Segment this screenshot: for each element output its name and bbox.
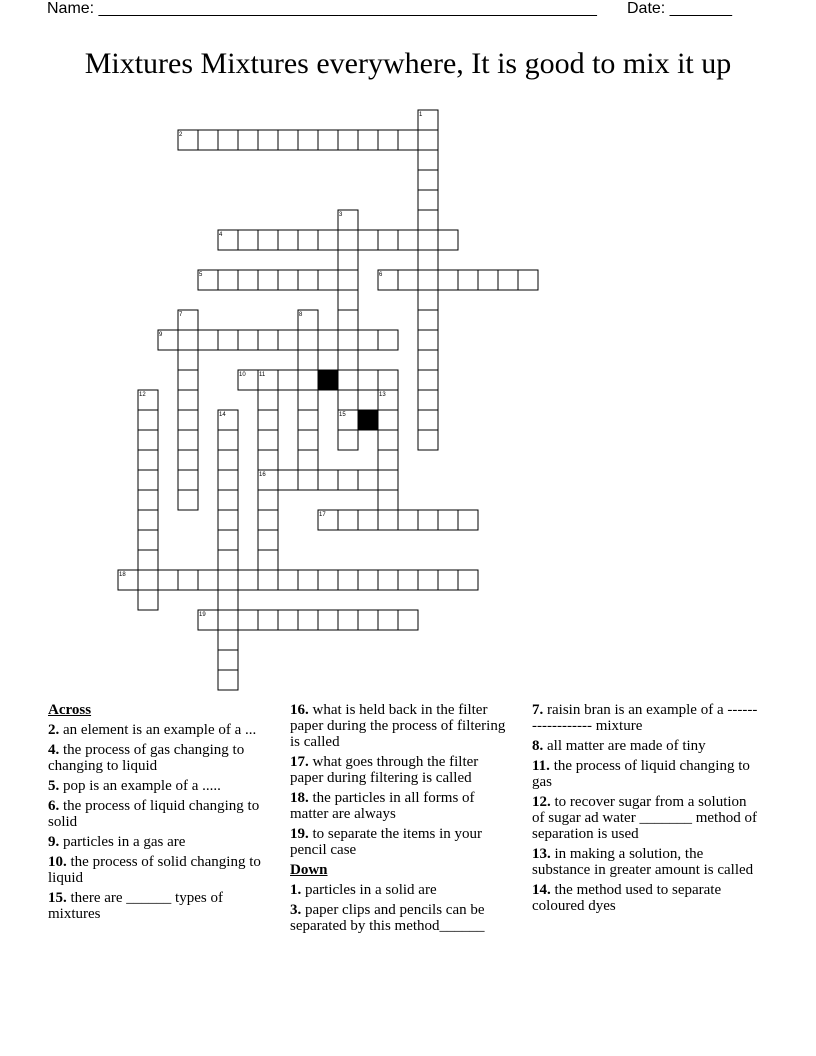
grid-cell[interactable] <box>278 230 298 250</box>
clue-number-label: 1. <box>290 882 302 898</box>
grid-cell[interactable] <box>358 370 378 390</box>
date-field-label: Date: _______ <box>627 0 732 17</box>
clue-text: the process of solid changing to liquid <box>48 854 261 886</box>
grid-cell[interactable] <box>218 630 238 650</box>
clue-text: the method used to separate coloured dyes <box>532 882 722 914</box>
clue-number: 18 <box>119 572 126 578</box>
clue-across-19 <box>290 826 515 858</box>
grid-cell[interactable] <box>258 570 278 590</box>
grid-cell[interactable] <box>478 270 498 290</box>
grid-cell[interactable] <box>338 330 358 350</box>
grid-cell[interactable] <box>138 570 158 590</box>
clue-text: what goes through the filter paper during filtering is called <box>290 754 479 786</box>
grid-cell[interactable] <box>358 130 378 150</box>
grid-cell[interactable] <box>418 370 438 390</box>
clue-number: 14 <box>219 412 226 418</box>
grid-cell[interactable] <box>298 130 318 150</box>
grid-cell[interactable] <box>218 570 238 590</box>
clue-number-label: 17. <box>290 754 309 770</box>
clue-number: 15 <box>339 412 346 418</box>
clue-number-label: 18. <box>290 790 309 806</box>
grid-cell[interactable] <box>278 130 298 150</box>
grid-cell[interactable] <box>418 210 438 230</box>
grid-cell[interactable] <box>318 270 338 290</box>
page-title: Mixtures Mixtures everywhere, It is good to mix it up <box>84 47 732 80</box>
clue-number: 16 <box>259 472 266 478</box>
grid-cell[interactable] <box>198 570 218 590</box>
grid-cell[interactable] <box>338 370 358 390</box>
clue-across-17 <box>290 754 515 786</box>
clue-text: all matter are made of tiny <box>543 738 706 754</box>
clue-number-label: 15. <box>48 890 67 906</box>
grid-cell[interactable] <box>418 410 438 430</box>
grid-cell[interactable] <box>358 330 378 350</box>
grid-cell[interactable] <box>378 470 398 490</box>
grid-cell[interactable] <box>138 470 158 490</box>
grid-cell[interactable] <box>378 490 398 510</box>
grid-cell[interactable] <box>258 390 278 410</box>
grid-cell[interactable] <box>398 510 418 530</box>
grid-cell[interactable] <box>218 530 238 550</box>
clue-across-5 <box>48 778 273 794</box>
grid-cell[interactable] <box>298 370 318 390</box>
grid-cell[interactable] <box>238 570 258 590</box>
clues-column-3 <box>532 702 762 918</box>
clue-down-11 <box>532 758 762 790</box>
grid-cell[interactable] <box>138 430 158 450</box>
grid-cell[interactable] <box>198 130 218 150</box>
grid-cell[interactable] <box>298 570 318 590</box>
grid-cell[interactable] <box>418 330 438 350</box>
clue-number-label: 5. <box>48 778 60 794</box>
grid-cell[interactable] <box>398 230 418 250</box>
grid-cell[interactable] <box>218 650 238 670</box>
grid-cell[interactable] <box>418 190 438 210</box>
grid-cell[interactable] <box>138 510 158 530</box>
clue-number-label: 13. <box>532 846 551 862</box>
black-cell <box>318 370 338 390</box>
clue-number: 10 <box>239 372 246 378</box>
clue-text: there are ______ types of mixtures <box>48 890 223 922</box>
clue-text: the particles in all forms of matter are always <box>290 790 475 822</box>
clue-text: raisin bran is an example of a ------------------ mixture <box>532 702 758 734</box>
grid-cell[interactable] <box>418 250 438 270</box>
grid-cell[interactable] <box>178 330 198 350</box>
grid-cell[interactable] <box>298 450 318 470</box>
grid-cell[interactable] <box>378 570 398 590</box>
grid-cell[interactable] <box>338 130 358 150</box>
clue-text: an element is an example of a ... <box>59 722 257 738</box>
grid-cell[interactable] <box>298 610 318 630</box>
grid-cell[interactable] <box>218 590 238 610</box>
grid-cell[interactable] <box>398 570 418 590</box>
grid-cell[interactable] <box>418 130 438 150</box>
clue-down-14 <box>532 882 762 914</box>
clue-number-label: 8. <box>532 738 544 754</box>
grid-cell[interactable] <box>218 490 238 510</box>
grid-cell[interactable] <box>318 570 338 590</box>
clue-number: 11 <box>259 372 266 378</box>
grid-cell[interactable] <box>298 270 318 290</box>
grid-cell[interactable] <box>458 510 478 530</box>
grid-cell[interactable] <box>298 390 318 410</box>
grid-cell[interactable] <box>218 510 238 530</box>
clue-down-7 <box>532 702 762 734</box>
grid-cell[interactable] <box>418 390 438 410</box>
grid-cell[interactable] <box>258 610 278 630</box>
grid-cell[interactable] <box>278 370 298 390</box>
grid-cell[interactable] <box>298 350 318 370</box>
grid-cell[interactable] <box>298 230 318 250</box>
grid-cell[interactable] <box>138 550 158 570</box>
grid-cell[interactable] <box>258 490 278 510</box>
grid-cell[interactable] <box>178 430 198 450</box>
grid-cell[interactable] <box>358 470 378 490</box>
clue-text: pop is an example of a ..... <box>59 778 221 794</box>
grid-cell[interactable] <box>418 270 438 290</box>
grid-cell[interactable] <box>258 410 278 430</box>
clue-number: 6 <box>379 272 383 278</box>
grid-cell[interactable] <box>258 450 278 470</box>
clue-number-label: 9. <box>48 834 60 850</box>
grid-cell[interactable] <box>138 490 158 510</box>
grid-cell[interactable] <box>338 510 358 530</box>
clues-column-1 <box>48 702 273 926</box>
grid-cell[interactable] <box>378 230 398 250</box>
grid-cell[interactable] <box>238 130 258 150</box>
grid-cell[interactable] <box>298 410 318 430</box>
grid-cell[interactable] <box>458 270 478 290</box>
grid-cell[interactable] <box>258 130 278 150</box>
grid-cell[interactable] <box>318 610 338 630</box>
grid-cell[interactable] <box>378 410 398 430</box>
grid-cell[interactable] <box>178 570 198 590</box>
grid-cell[interactable] <box>298 330 318 350</box>
grid-cell[interactable] <box>358 570 378 590</box>
grid-cell[interactable] <box>178 490 198 510</box>
grid-cell[interactable] <box>238 270 258 290</box>
clue-text: to recover sugar from a solution of sugar ad water _______ method of separation is used <box>532 794 757 842</box>
clue-number: 7 <box>179 312 183 318</box>
clue-number-label: 19. <box>290 826 309 842</box>
across-clue-list-continued <box>290 702 515 858</box>
grid-cell[interactable] <box>438 230 458 250</box>
clue-text: particles in a gas are <box>59 834 186 850</box>
clue-number-label: 10. <box>48 854 67 870</box>
grid-cell[interactable] <box>338 610 358 630</box>
clue-number: 17 <box>319 512 326 518</box>
across-heading: Across <box>48 702 92 718</box>
clue-number: 19 <box>199 612 206 618</box>
grid-cell[interactable] <box>418 510 438 530</box>
clue-number: 8 <box>299 312 303 318</box>
grid-cell[interactable] <box>278 610 298 630</box>
clue-across-6 <box>48 798 273 830</box>
grid-cell[interactable] <box>338 230 358 250</box>
across-clue-list <box>48 722 273 922</box>
grid-cell[interactable] <box>138 530 158 550</box>
black-cell <box>358 410 378 430</box>
clue-across-2 <box>48 722 273 738</box>
clue-number: 13 <box>379 392 386 398</box>
grid-cell[interactable] <box>258 270 278 290</box>
grid-cell[interactable] <box>458 570 478 590</box>
clue-text: paper clips and pencils can be separated by this method______ <box>290 902 485 934</box>
clue-text: in making a solution, the substance in greater amount is called <box>532 846 754 878</box>
clue-number: 4 <box>219 232 223 238</box>
grid-cell[interactable] <box>398 130 418 150</box>
grid-cell[interactable] <box>338 390 358 410</box>
grid-cell[interactable] <box>278 470 298 490</box>
grid-cell[interactable] <box>438 270 458 290</box>
clue-number-label: 6. <box>48 798 60 814</box>
clue-number-label: 3. <box>290 902 302 918</box>
clue-number: 9 <box>159 332 163 338</box>
grid-cell[interactable] <box>138 410 158 430</box>
grid-cell[interactable] <box>418 350 438 370</box>
grid-cell[interactable] <box>418 310 438 330</box>
clue-text: the process of liquid changing to solid <box>48 798 260 830</box>
clue-text: the process of liquid changing to gas <box>532 758 750 790</box>
clue-text: to separate the items in your pencil case <box>290 826 483 858</box>
grid-cell[interactable] <box>138 450 158 470</box>
grid-cell[interactable] <box>158 570 178 590</box>
grid-cell[interactable] <box>378 370 398 390</box>
grid-cell[interactable] <box>358 510 378 530</box>
grid-cell[interactable] <box>378 450 398 470</box>
clue-across-15 <box>48 890 273 922</box>
grid-cell[interactable] <box>418 170 438 190</box>
clue-number-label: 14. <box>532 882 551 898</box>
clue-down-3 <box>290 902 515 934</box>
clue-number: 3 <box>339 212 343 218</box>
grid-cell[interactable] <box>338 290 358 310</box>
grid-cell[interactable] <box>218 610 238 630</box>
grid-cell[interactable] <box>258 510 278 530</box>
grid-cell[interactable] <box>178 470 198 490</box>
grid-cell[interactable] <box>338 430 358 450</box>
grid-cell[interactable] <box>338 250 358 270</box>
grid-cell[interactable] <box>418 290 438 310</box>
grid-cell[interactable] <box>178 390 198 410</box>
clue-number-label: 4. <box>48 742 60 758</box>
grid-cell[interactable] <box>358 230 378 250</box>
clue-number-label: 7. <box>532 702 544 718</box>
grid-cell[interactable] <box>218 330 238 350</box>
clue-number: 1 <box>419 112 423 118</box>
grid-cell[interactable] <box>318 330 338 350</box>
grid-cell[interactable] <box>238 330 258 350</box>
grid-cell[interactable] <box>198 330 218 350</box>
grid-cell[interactable] <box>338 350 358 370</box>
grid-cell[interactable] <box>378 130 398 150</box>
grid-cell[interactable] <box>258 330 278 350</box>
grid-cell[interactable] <box>218 670 238 690</box>
grid-cell[interactable] <box>178 450 198 470</box>
grid-cell[interactable] <box>178 410 198 430</box>
clue-number: 12 <box>139 392 146 398</box>
down-heading: Down <box>290 862 328 878</box>
grid-cell[interactable] <box>318 230 338 250</box>
clue-text: particles in a solid are <box>301 882 437 898</box>
grid-cell[interactable] <box>378 430 398 450</box>
grid-cell[interactable] <box>418 570 438 590</box>
grid-cell[interactable] <box>338 310 358 330</box>
clue-number-label: 16. <box>290 702 309 718</box>
grid-cell[interactable] <box>418 230 438 250</box>
clue-down-8 <box>532 738 762 754</box>
grid-cell[interactable] <box>178 350 198 370</box>
grid-cell[interactable] <box>498 270 518 290</box>
grid-cell[interactable] <box>298 470 318 490</box>
grid-cell[interactable] <box>298 430 318 450</box>
clue-text: the process of gas changing to changing to liquid <box>48 742 245 774</box>
clue-number-label: 2. <box>48 722 60 738</box>
clue-across-16 <box>290 702 515 750</box>
grid-cell[interactable] <box>418 150 438 170</box>
grid-cell[interactable] <box>278 270 298 290</box>
grid-cell[interactable] <box>398 270 418 290</box>
grid-cell[interactable] <box>238 230 258 250</box>
grid-cell[interactable] <box>218 470 238 490</box>
grid-cell[interactable] <box>518 270 538 290</box>
grid-cell[interactable] <box>178 370 198 390</box>
clue-across-10 <box>48 854 273 886</box>
clue-down-13 <box>532 846 762 878</box>
grid-cell[interactable] <box>278 330 298 350</box>
clue-number-label: 11. <box>532 758 550 774</box>
clue-across-4 <box>48 742 273 774</box>
down-clue-list-continued <box>532 702 762 914</box>
grid-cell[interactable] <box>438 510 458 530</box>
grid-cell[interactable] <box>278 570 298 590</box>
grid-cell[interactable] <box>378 510 398 530</box>
name-field-label: Name: ________________________________________________________ <box>47 0 597 17</box>
grid-cell[interactable] <box>338 270 358 290</box>
grid-cell[interactable] <box>258 530 278 550</box>
grid-cell[interactable] <box>218 430 238 450</box>
clue-number: 2 <box>179 132 183 138</box>
grid-cell[interactable] <box>418 430 438 450</box>
grid-cell[interactable] <box>338 570 358 590</box>
clue-number-label: 12. <box>532 794 551 810</box>
grid-cell[interactable] <box>378 330 398 350</box>
grid-cell[interactable] <box>218 450 238 470</box>
grid-cell[interactable] <box>338 470 358 490</box>
clue-text: what is held back in the filter paper during the process of filtering is called <box>290 702 506 750</box>
grid-cell[interactable] <box>258 430 278 450</box>
grid-cell[interactable] <box>378 610 398 630</box>
grid-cell[interactable] <box>358 610 378 630</box>
clue-down-1 <box>290 882 515 898</box>
grid-cell[interactable] <box>138 590 158 610</box>
down-clue-list <box>290 882 515 934</box>
grid-cell[interactable] <box>258 230 278 250</box>
clue-number: 5 <box>199 272 203 278</box>
clue-across-9 <box>48 834 273 850</box>
grid-cell[interactable] <box>398 610 418 630</box>
grid-cell[interactable] <box>218 270 238 290</box>
clues-column-2 <box>290 702 515 938</box>
grid-cell[interactable] <box>218 550 238 570</box>
grid-cell[interactable] <box>238 610 258 630</box>
grid-cell[interactable] <box>318 470 338 490</box>
grid-cell[interactable] <box>218 130 238 150</box>
grid-cell[interactable] <box>258 550 278 570</box>
clue-across-18 <box>290 790 515 822</box>
grid-cell[interactable] <box>438 570 458 590</box>
clue-down-12 <box>532 794 762 842</box>
grid-cell[interactable] <box>318 130 338 150</box>
